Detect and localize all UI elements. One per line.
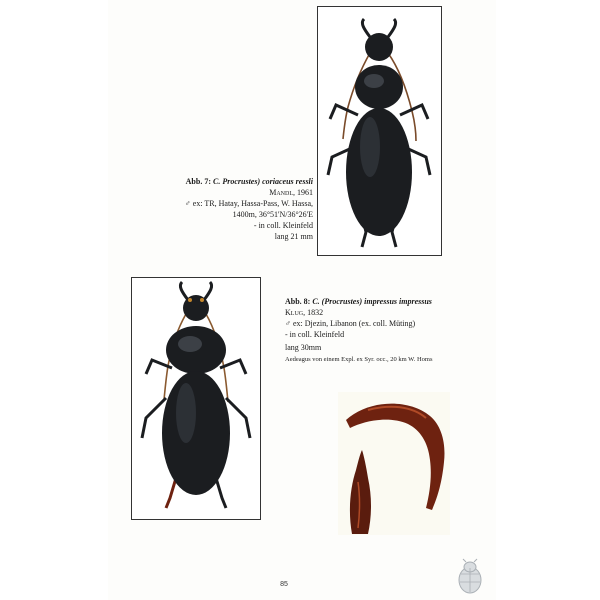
figure-7-locality-2: 1400m, 36°51'N/36°26'E [232, 210, 313, 219]
figure-8-photo [131, 277, 261, 520]
figure-7-year: , 1961 [293, 188, 313, 197]
figure-8-collection: - in coll. Kleinfeld [285, 330, 345, 339]
figure-8-locality-text: ex: Djezin, Libanon (ex. coll. Müting) [291, 319, 416, 328]
figure-8-author: Klug [285, 308, 304, 317]
figure-8-species-name: C. (Procrustes) impressus impressus [312, 297, 432, 306]
figure-7-author: Mandl [269, 188, 293, 197]
figure-7-photo [317, 6, 442, 256]
figure-8-length: lang 30mm [285, 343, 322, 352]
figure-7-locality-1 [163, 198, 313, 209]
figure-7-title [163, 176, 313, 187]
figure-8-author-line [285, 307, 455, 318]
beetle-logo-icon [455, 558, 485, 594]
figure-8-caption [285, 296, 455, 364]
figure-7-locality-text: ex: TR, Hatay, Hassa-Pass, W. Hassa, [190, 199, 313, 208]
figure-8-title [285, 296, 455, 307]
figure-7-collection: - in coll. Kleinfeld [253, 221, 313, 230]
figure-8-aedeagus-note: Aedeagus von einem Expl. ex Syr. occ., 20 km W. Homs [285, 356, 433, 363]
figure-8-year: , 1832 [303, 308, 324, 317]
figure-7-length: lang 21 mm [274, 232, 313, 241]
figure-7-caption [163, 176, 313, 242]
figure-7-author-line [163, 187, 313, 198]
figure-7-label: Abb. 7: [185, 177, 211, 186]
beetle-impressus-image [132, 278, 260, 519]
beetle-ressli-image [318, 7, 441, 255]
male-symbol-icon: ♂ [184, 199, 191, 208]
publisher-logo [455, 558, 485, 594]
aedeagus-image [338, 392, 450, 535]
page-number: 85 [280, 581, 288, 588]
male-symbol-icon: ♂ [285, 319, 291, 328]
figure-8-label: Abb. 8: [285, 297, 311, 306]
aedeagus-photo [338, 392, 450, 535]
figure-8-locality [285, 318, 455, 329]
figure-7-species-name: C. Procrustes) coriaceus ressli [213, 177, 313, 186]
